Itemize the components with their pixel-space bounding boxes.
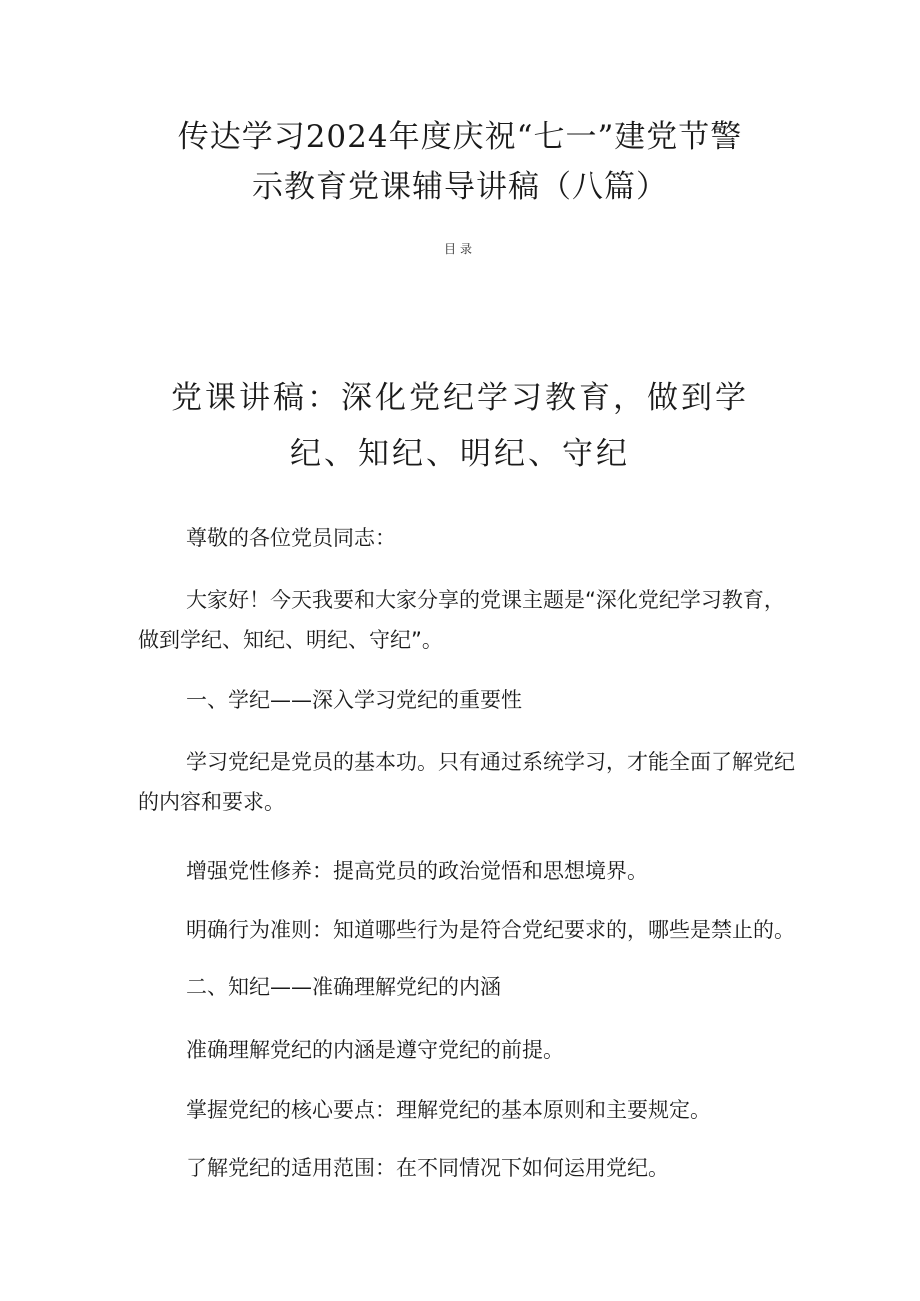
body-paragraph: 准确理解党纪的内涵是遵守党纪的前提。 — [186, 1038, 564, 1062]
body-paragraph: 学习党纪是党员的基本功。只有通过系统学习，才能全面了解党纪的内容和要求。 — [138, 750, 795, 814]
body-paragraph: 了解党纪的适用范围：在不同情况下如何运用党纪。 — [186, 1156, 669, 1180]
document-title — [110, 112, 810, 212]
body-paragraph: 增强党性修养：提高党员的政治觉悟和思想境界。 — [186, 859, 648, 883]
opening-paragraph: 大家好！今天我要和大家分享的党课主题是“深化党纪学习教育，做到学纪、知纪、明纪、守纪”。 — [138, 588, 785, 652]
document-title-line-2: 示教育党课辅导讲稿（八篇） — [252, 169, 668, 205]
section-title-line-1: 党课讲稿：深化党纪学习教育，做到学 — [171, 380, 749, 416]
salutation-paragraph: 尊敬的各位党员同志： — [186, 526, 396, 550]
document-title-line-1: 传达学习2024年度庆祝“七一”建党节警 — [177, 119, 743, 155]
heading-section-two: 二、知纪——准确理解党纪的内涵 — [186, 975, 501, 999]
section-title — [120, 370, 800, 482]
body-paragraph: 明确行为准则：知道哪些行为是符合党纪要求的，哪些是禁止的。 — [186, 918, 795, 942]
section-title-line-2: 纪、知纪、明纪、守纪 — [290, 436, 630, 472]
table-of-contents-label: 目录 — [443, 242, 476, 256]
heading-section-one: 一、学纪——深入学习党纪的重要性 — [186, 688, 522, 712]
body-paragraph: 掌握党纪的核心要点：理解党纪的基本原则和主要规定。 — [186, 1098, 711, 1122]
